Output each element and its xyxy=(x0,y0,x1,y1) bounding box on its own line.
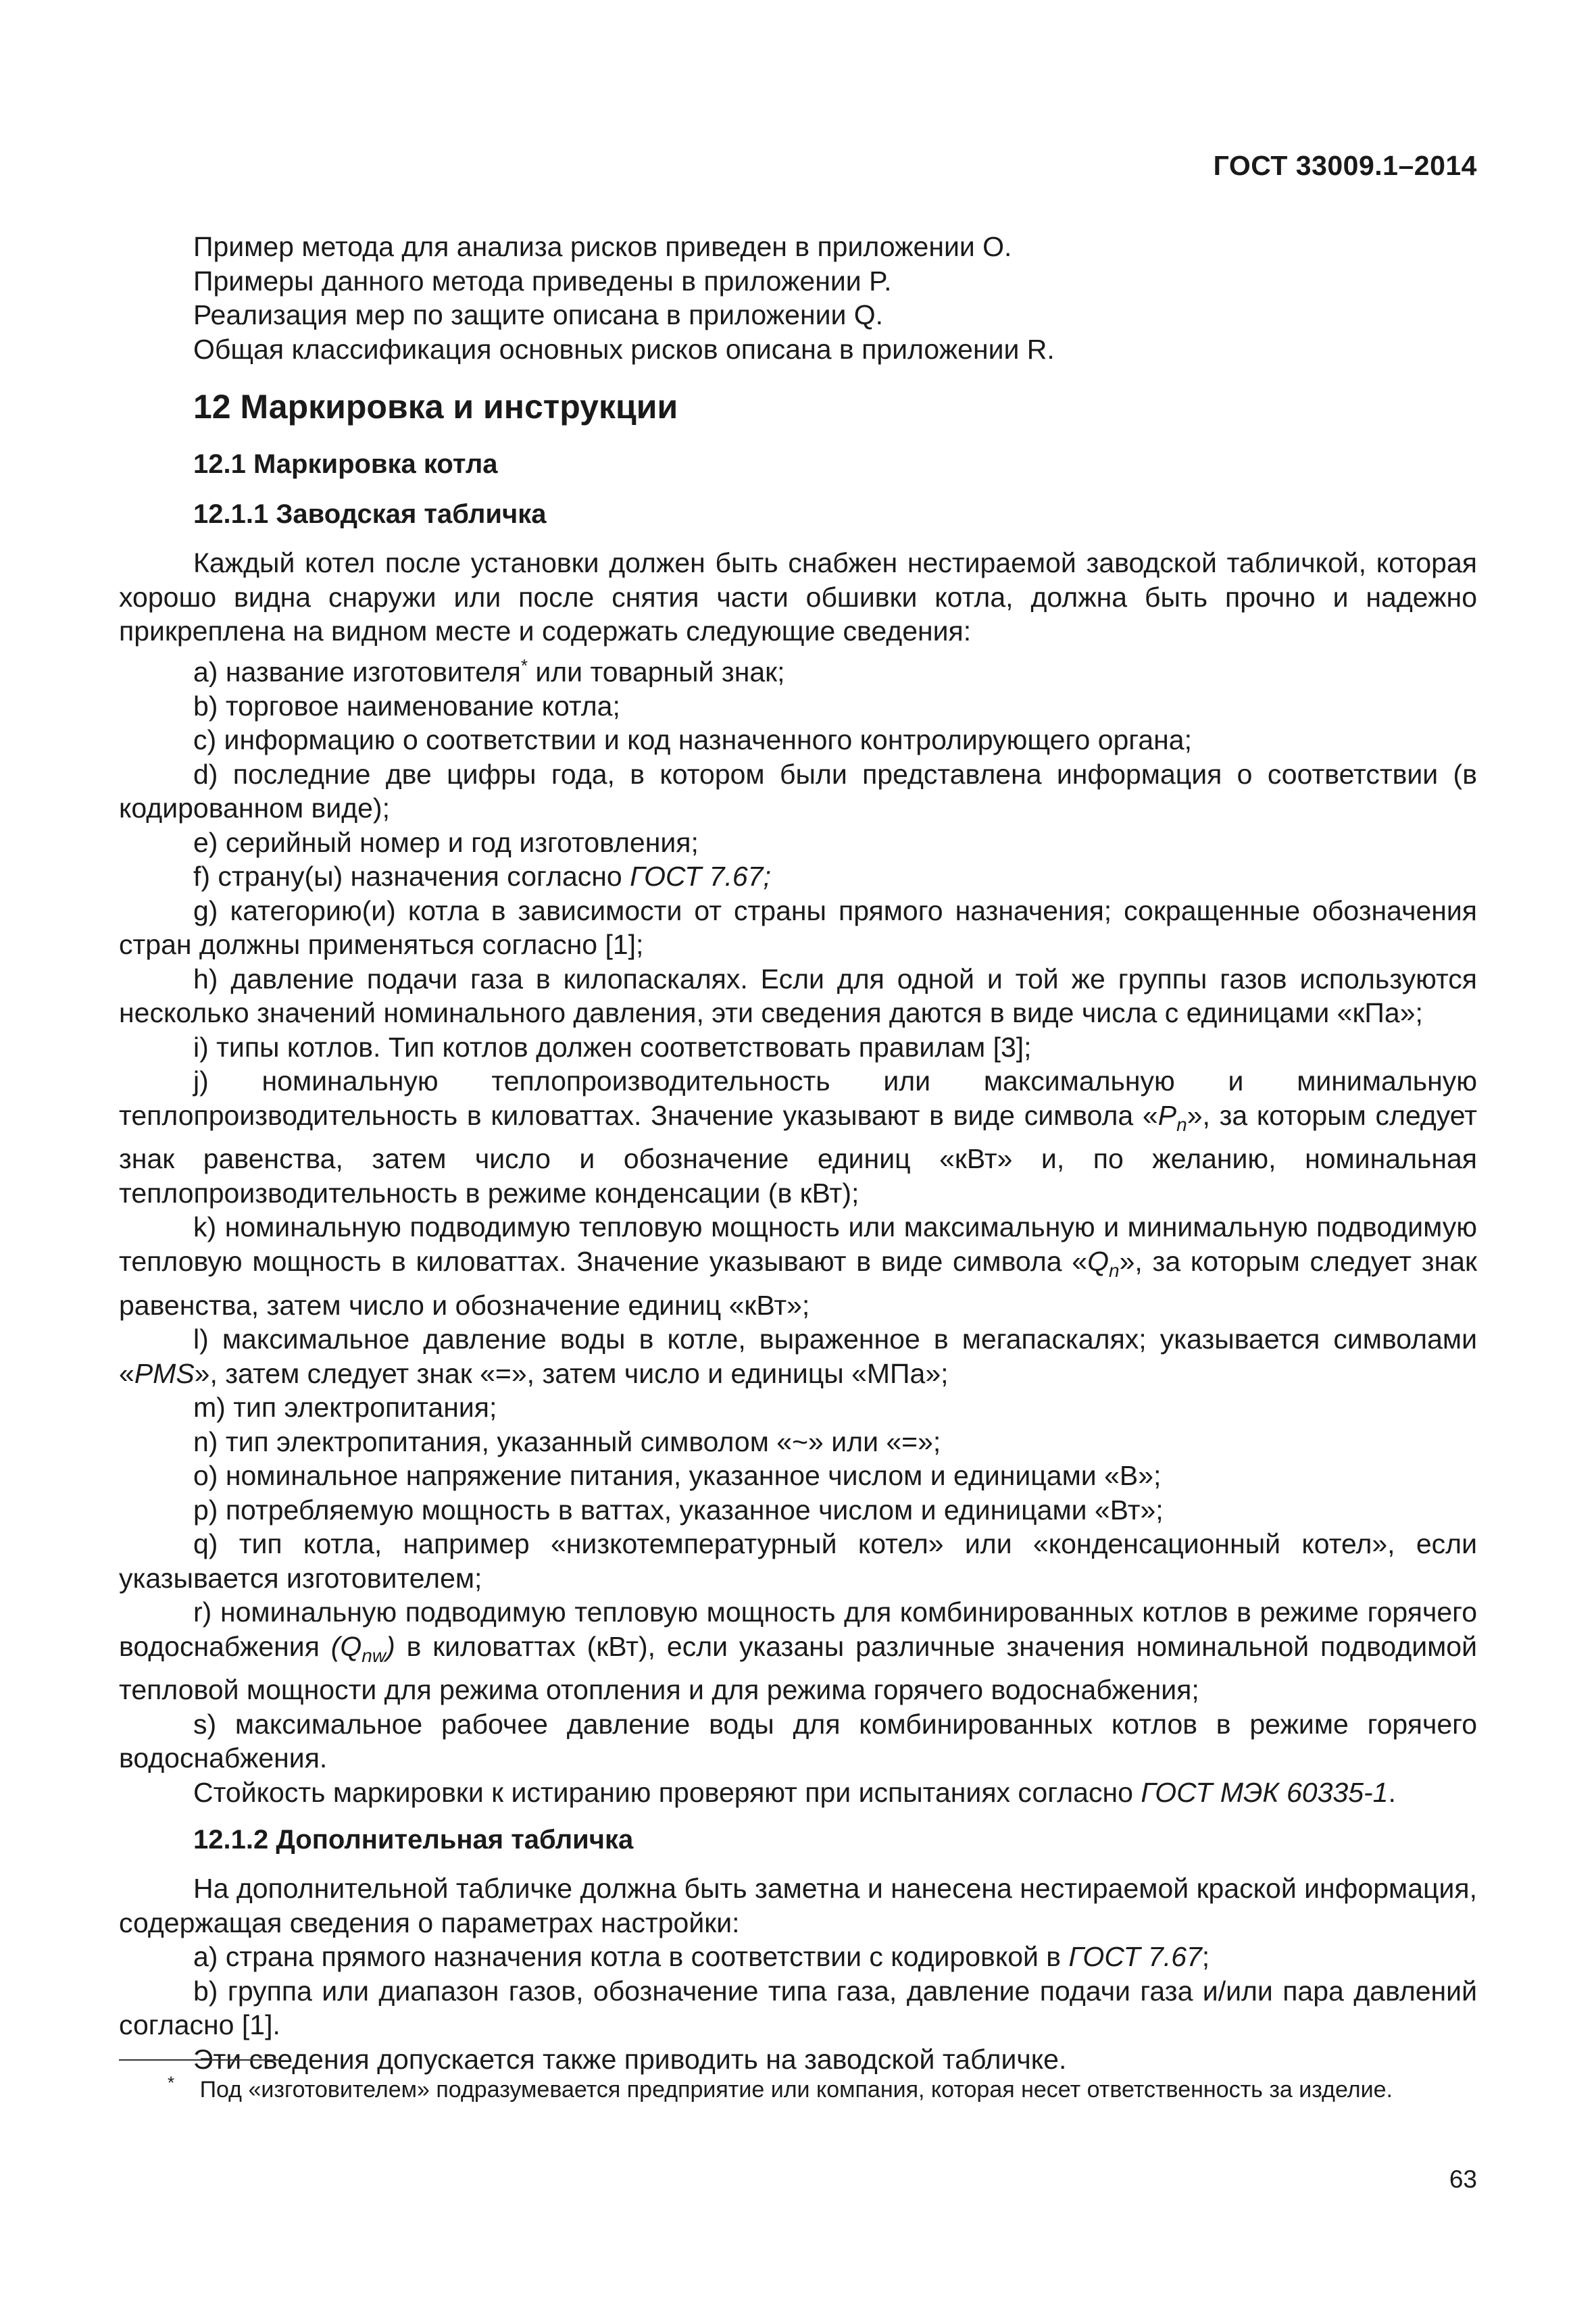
paragraph: Стойкость маркировки к истиранию проверяют при испытаниях согласно ГОСТ МЭК 60335-1. xyxy=(193,1776,1396,1808)
list-item-f: f) страну(ы) назначения согласно ГОСТ 7.67; xyxy=(193,861,771,892)
page-number: 63 xyxy=(1449,2165,1477,2193)
document-body xyxy=(119,230,1477,2076)
footnote-text: Под «изготовителем» подразумевается предприятие или компания, которая несет ответственность за изделие. xyxy=(199,2077,1393,2103)
intro-line: Общая классификация основных рисков описана в приложении R. xyxy=(193,333,1055,365)
list-item-i: i) типы котлов. Тип котлов должен соответствовать правилам [3]; xyxy=(193,1031,1032,1063)
list-item-n: n) тип электропитания, указанный символом «~» или «=»; xyxy=(193,1426,941,1457)
document-header: ГОСТ 33009.1–2014 xyxy=(1213,150,1477,181)
list-item-r: r) номинальную подводимую тепловую мощность для комбинированных котлов в режиме горячего водоснабжения $(Q_{nw})$ в киловаттах (кВт), если указаны различные значения номинальной подводимой тепловой мощности для режима отопления и для режима горячего водоснабжения; xyxy=(119,1596,1478,1706)
subsubsection-title: 12.1.2 Дополнительная табличка xyxy=(193,1825,634,1855)
footnote xyxy=(119,2066,1477,2107)
list-item-s: s) максимальное рабочее давление воды для комбинированных котлов в режиме горячего водоснабжения. xyxy=(119,1708,1477,1774)
subsubsection-title: 12.1.1 Заводская табличка xyxy=(193,499,547,529)
list-item-h: h) давление подачи газа в килопаскалях. Если для одной и той же группы газов используются несколько значений номинального давления, эти сведения даются в виде числа с единицами «кПа»; xyxy=(119,963,1477,1029)
intro-line: Пример метода для анализа рисков приведен в приложении O. xyxy=(193,231,1012,262)
footnote-separator xyxy=(119,2059,278,2061)
list-item-e: e) серийный номер и год изготовления; xyxy=(193,826,699,858)
list-item-k: k) номинальную подводимую тепловую мощность или максимальную и минимальную подводимую тепловую мощность в киловаттах. Значение указывают в виде символа «$Q_n$», за которым следует знак равенства, затем число и обозначение единиц «кВт»; xyxy=(119,1211,1477,1321)
list-item-o: o) номинальное напряжение питания, указанное числом и единицами «В»; xyxy=(193,1460,1162,1492)
subsection-title: 12.1 Маркировка котла xyxy=(193,449,498,479)
list-item-a: a) название изготовителя* или товарный знак; xyxy=(193,655,785,688)
list-item-j: j) номинальную теплопроизводительность или максимальную и минимальную теплопроизводительность в киловаттах. Значение указывают в виде символа «$P_n$», за которым следует знак равенства, затем число и обозначение единиц «кВт» и, по желанию, номинальная теплопроизводительность в режиме конденсации (в кВт); xyxy=(119,1065,1477,1209)
intro-line: Реализация мер по защите описана в приложении Q. xyxy=(193,299,884,330)
section-title: 12 Маркировка и инструкции xyxy=(193,388,678,426)
list-item-p: p) потребляемую мощность в ваттах, указанное числом и единицами «Вт»; xyxy=(193,1494,1164,1526)
list-item-g: g) категорию(и) котла в зависимости от страны прямого назначения; сокращенные обозначения стран должны применяться согласно [1]; xyxy=(119,895,1477,961)
footnote-mark: * xyxy=(168,2073,175,2093)
list-item-b: b) группа или диапазон газов, обозначение типа газа, давление подачи газа и/или пара давлений согласно [1]. xyxy=(119,1975,1477,2041)
list-item-m: m) тип электропитания; xyxy=(193,1392,497,1424)
paragraph: Эти сведения допускается также приводить на заводской табличке. xyxy=(193,2043,1067,2075)
paragraph: Каждый котел после установки должен быть снабжен нестираемой заводской табличкой, которая хорошо видна снаружи или после снятия части обшивки котла, должна быть прочно и надежно прикреплена на видном месте и содержать следующие сведения: xyxy=(119,547,1477,647)
list-item-b: b) торговое наименование котла; xyxy=(193,690,620,722)
list-item-l: l) максимальное давление воды в котле, выраженное в мегапаскалях; указывается символами «PMS», затем следует знак «=», затем число и единицы «МПа»; xyxy=(119,1324,1477,1389)
list-item-a: a) страна прямого назначения котла в соответствии с кодировкой в ГОСТ 7.67; xyxy=(193,1941,1210,1973)
paragraph: На дополнительной табличке должна быть заметна и нанесена нестираемой краской информация, содержащая сведения о параметрах настройки: xyxy=(119,1873,1477,1938)
list-item-q: q) тип котла, например «низкотемпературный котел» или «конденсационный котел», если указывается изготовителем; xyxy=(119,1528,1477,1594)
list-item-c: c) информацию о соответствии и код назначенного контролирующего органа; xyxy=(193,724,1193,756)
list-item-d: d) последние две цифры года, в котором были представлена информация о соответствии (в кодированном виде); xyxy=(119,758,1477,824)
intro-line: Примеры данного метода приведены в приложении P. xyxy=(193,265,892,297)
footnote-ref: * xyxy=(520,655,528,676)
